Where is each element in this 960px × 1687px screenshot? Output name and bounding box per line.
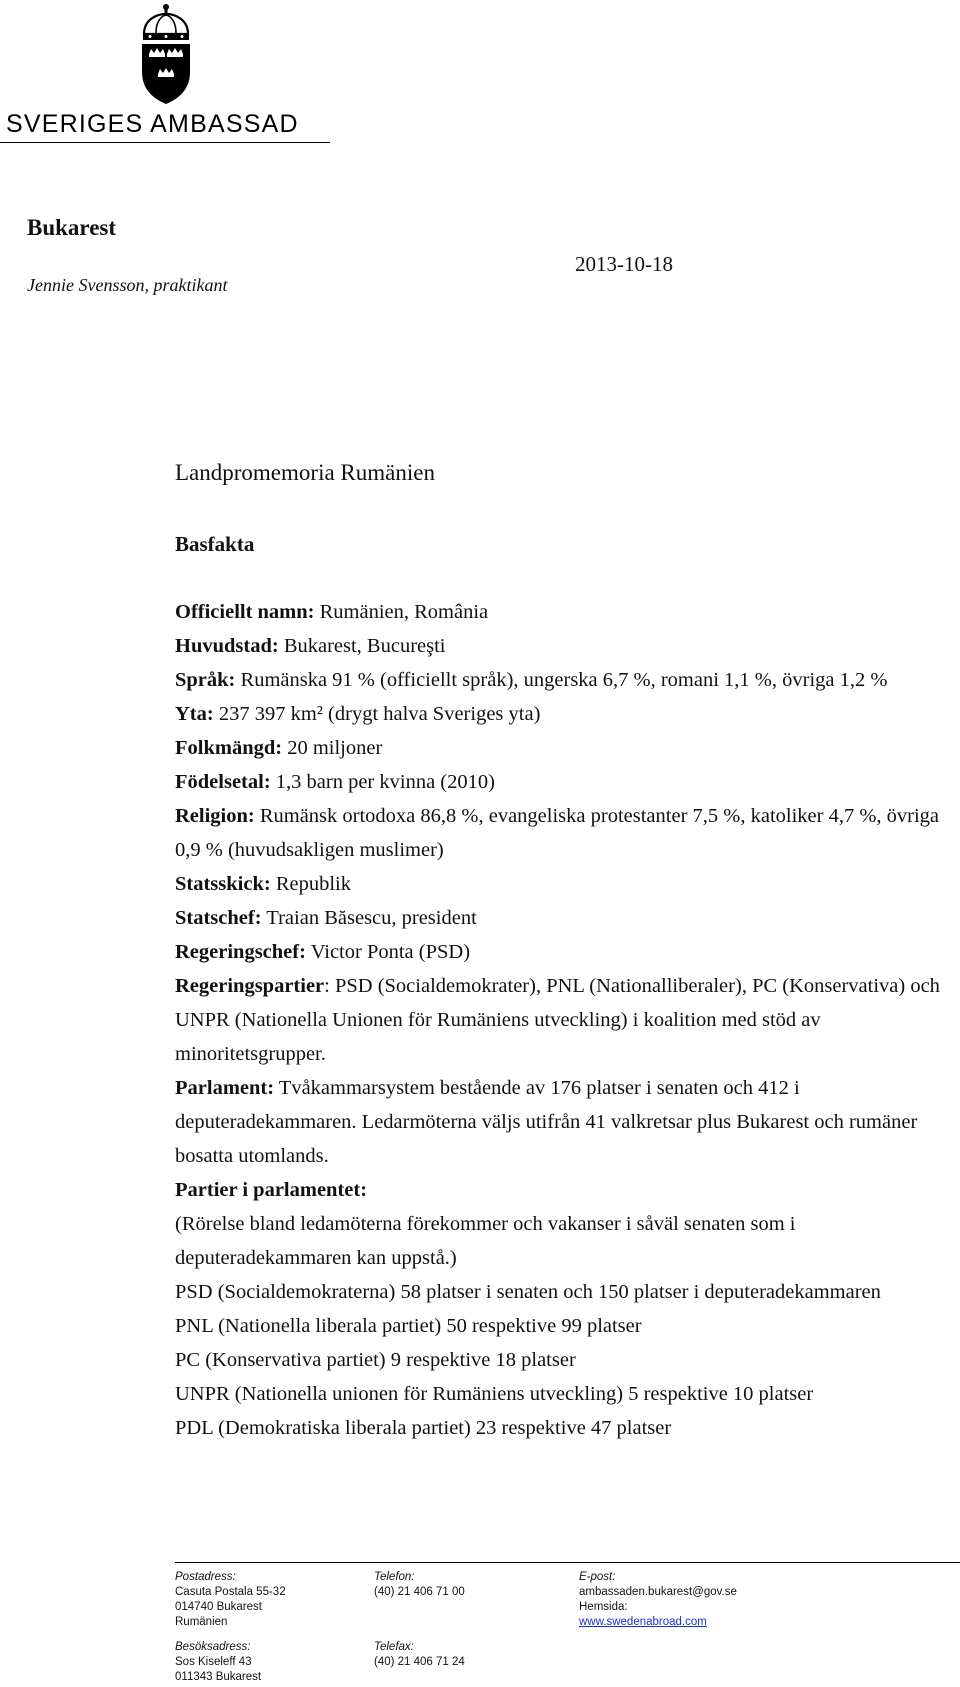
author-line: Jennie Svensson, praktikant (27, 275, 228, 295)
visit-line: 011343 Bukarest (175, 1671, 262, 1683)
party-item: PDL (Demokratiska liberala partiet) 23 respektive 47 platser (175, 1417, 672, 1439)
logo-divider (0, 142, 330, 143)
fact-label: Språk: (175, 669, 236, 691)
email-label: E-post: (579, 1571, 616, 1583)
city-heading: Bukarest (27, 215, 117, 240)
fact-label: Religion: (175, 805, 255, 827)
document-date: 2013-10-18 (575, 252, 673, 276)
fact-value: Rumänien, România (314, 601, 489, 623)
fact-label: Regeringspartier (175, 975, 325, 997)
facts-body (175, 595, 945, 1445)
fact-area (175, 697, 945, 731)
website-link[interactable]: www.swedenabroad.com (579, 1616, 707, 1628)
postal-label: Postadress: (175, 1571, 236, 1583)
web-label: Hemsida: (579, 1601, 628, 1613)
fact-value: Rumänsk ortodoxa 86,8 %, evangeliska protestanter 7,5 %, katoliker 4,7 %, övriga 0,9 % (huvudsakligen muslimer) (175, 805, 940, 861)
embassy-logo (0, 0, 330, 150)
fact-governing-parties (175, 969, 945, 1071)
party-item: UNPR (Nationella unionen för Rumäniens utveckling) 5 respektive 10 platser (175, 1383, 814, 1405)
fact-label: Regeringschef: (175, 941, 306, 963)
contact-block (579, 1570, 737, 1630)
party-item: PC (Konservativa partiet) 9 respektive 18 platser (175, 1349, 576, 1371)
postal-line: 014740 Bukarest (175, 1601, 262, 1613)
postal-address (175, 1570, 286, 1630)
phone-label: Telefon: (374, 1571, 415, 1583)
party-note: (Rörelse bland ledamöterna förekommer och vakanser i såväl senaten som i deputeradekammaren kan uppstå.) (175, 1213, 796, 1269)
fact-language (175, 663, 945, 697)
fact-religion (175, 799, 945, 867)
fact-value: 1,3 barn per kvinna (2010) (270, 771, 495, 793)
fact-head-of-state (175, 901, 945, 935)
fact-value: 237 397 km² (drygt halva Sveriges yta) (213, 703, 541, 725)
fact-parties-heading (175, 1173, 945, 1207)
fact-label: Parlament: (175, 1077, 275, 1099)
party-item: PSD (Socialdemokraterna) 58 platser i senaten och 150 platser i deputeradekammaren (175, 1281, 881, 1303)
fact-label: Partier i parlamentet: (175, 1179, 368, 1201)
fax-block (374, 1640, 465, 1670)
coat-of-arms-icon (130, 2, 202, 106)
fact-label: Födelsetal: (175, 771, 271, 793)
fact-label: Officiellt namn: (175, 601, 315, 623)
fact-label: Statschef: (175, 907, 262, 929)
fax-label: Telefax: (374, 1641, 414, 1653)
fact-value: Bukarest, Bucureşti (278, 635, 446, 657)
document-title: Landpromemoria Rumänien (175, 460, 435, 485)
email-address[interactable]: ambassaden.bukarest@gov.se (579, 1586, 737, 1598)
fact-birth-rate (175, 765, 945, 799)
fact-value: 20 miljoner (282, 737, 383, 759)
fact-label: Huvudstad: (175, 635, 279, 657)
fact-value: Traian Băsescu, president (261, 907, 477, 929)
fact-capital (175, 629, 945, 663)
fact-value: : PSD (Socialdemokrater), PNL (Nationalliberaler), PC (Konservativa) och UNPR (Nationella Unionen för Rumäniens utveckling) i koalition med stöd av minoritetsgrupper. (175, 975, 940, 1065)
fact-label: Yta: (175, 703, 214, 725)
fact-government-form (175, 867, 945, 901)
fact-parliament (175, 1071, 945, 1173)
postal-line: Casuta Postala 55-32 (175, 1586, 286, 1598)
section-heading: Basfakta (175, 532, 255, 556)
fact-population (175, 731, 945, 765)
footer-divider (175, 1562, 960, 1563)
fact-value: Victor Ponta (PSD) (305, 941, 471, 963)
visit-line: Sos Kiseleff 43 (175, 1656, 252, 1668)
phone-number: (40) 21 406 71 00 (374, 1586, 465, 1598)
fact-label: Folkmängd: (175, 737, 283, 759)
fact-value: Rumänska 91 % (officiellt språk), ungerska 6,7 %, romani 1,1 %, övriga 1,2 % (235, 669, 888, 691)
fact-label: Statsskick: (175, 873, 271, 895)
postal-line: Rumänien (175, 1616, 228, 1628)
visit-label: Besöksadress: (175, 1641, 251, 1653)
fact-official-name (175, 595, 945, 629)
party-item: PNL (Nationella liberala partiet) 50 respektive 99 platser (175, 1315, 642, 1337)
fax-number: (40) 21 406 71 24 (374, 1656, 465, 1668)
fact-head-of-government (175, 935, 945, 969)
fact-value: Tvåkammarsystem bestående av 176 platser i senaten och 412 i deputeradekammaren. Ledarmöterna väljs utifrån 41 valkretsar plus Bukarest och rumäner bosatta utomlands. (175, 1077, 918, 1167)
phone-block (374, 1570, 465, 1600)
visit-address (175, 1640, 261, 1685)
logo-wordmark: SVERIGES AMBASSAD (6, 110, 299, 138)
fact-value: Republik (270, 873, 351, 895)
